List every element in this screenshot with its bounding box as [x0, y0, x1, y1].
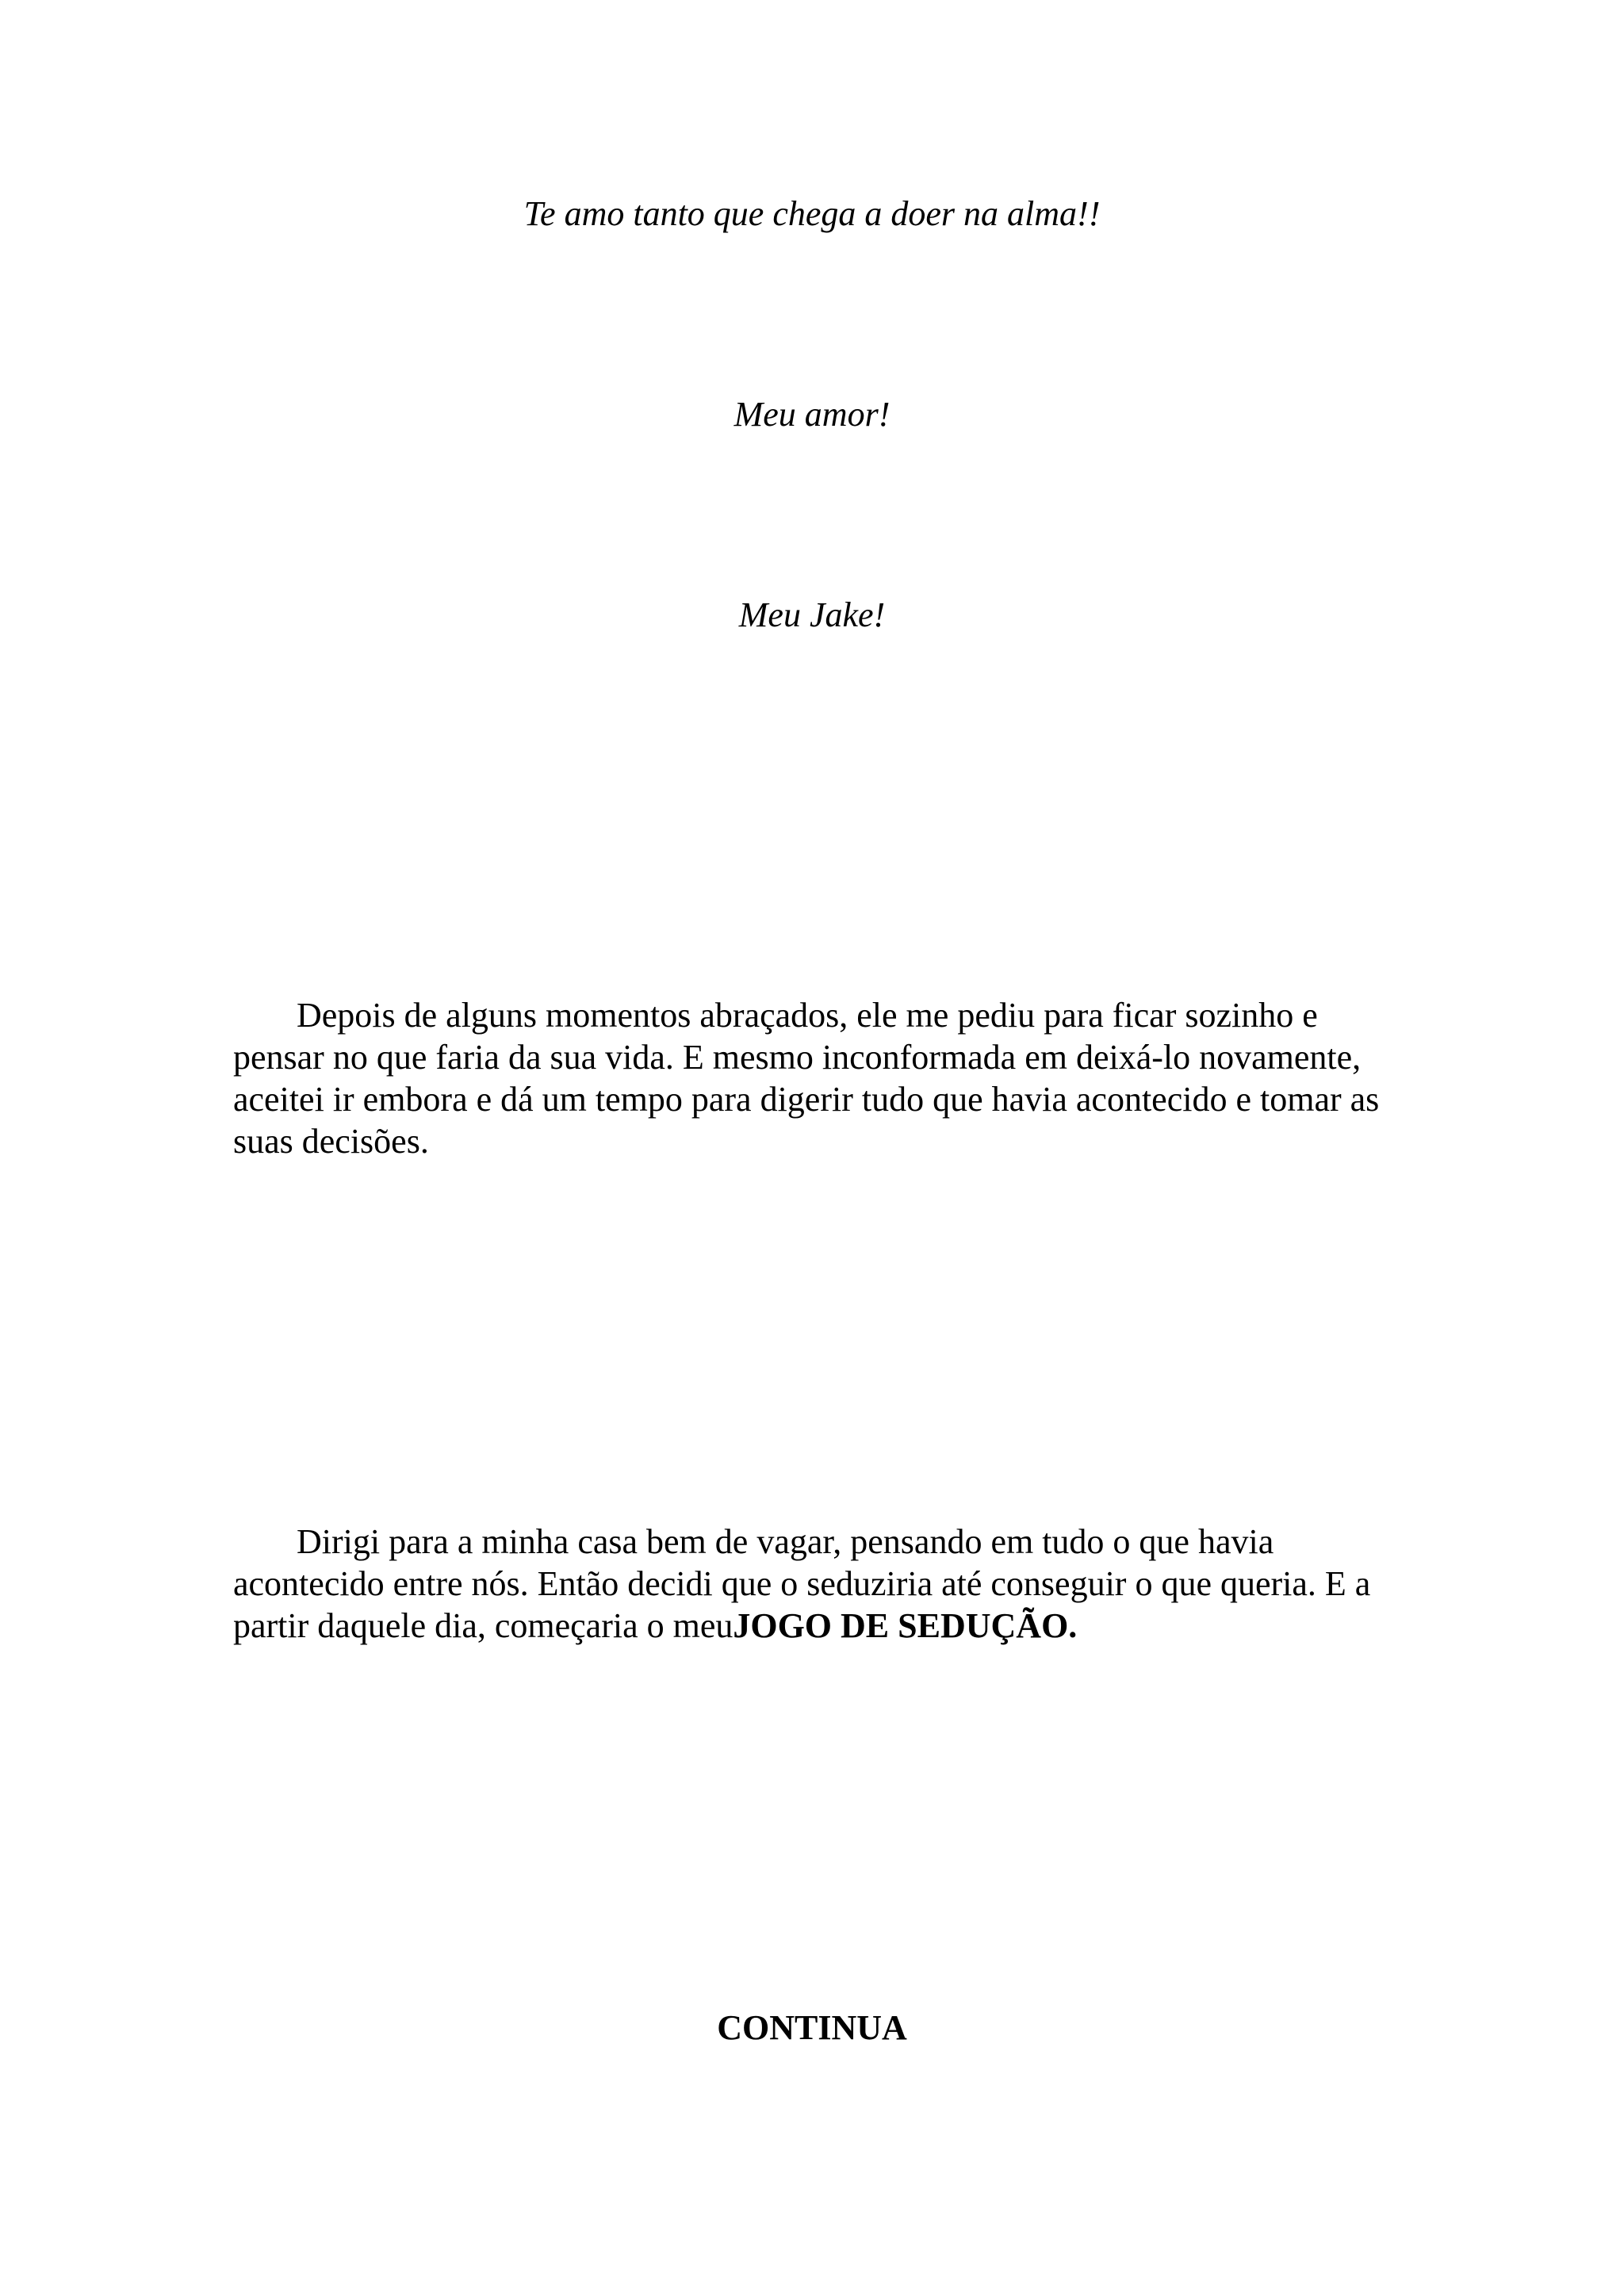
paragraph-dirigi	[233, 1521, 1399, 1647]
paragraph-depois-text: Depois de alguns momentos abraçados, ele me pediu para ficar sozinho e pensar no que faria da sua vida. E mesmo inconformada em deixá-lo novamente, aceitei ir embora e dá um tempo para digerir tudo que havia acontecido e tomar as suas decisões.	[233, 996, 1380, 1161]
italic-line-meu-amor: Meu amor!	[733, 395, 891, 434]
paragraph-depois	[233, 994, 1399, 1162]
paragraph-dirigi-text	[233, 1521, 1399, 1647]
paragraph-dirigi-bold: JOGO DE SEDUÇÃO.	[733, 1606, 1078, 1645]
italic-line-te-amo: Te amo tanto que chega a doer na alma!!	[523, 194, 1101, 233]
paragraph-dirigi-body: Dirigi para a minha casa bem de vagar, pensando em tudo o que havia acontecido entre nós. Então decidi que o seduziria até conseguir o que queria. E a partir daquele dia, começaria o meu	[233, 1522, 1371, 1645]
continua-label: CONTINUA	[717, 2008, 907, 2047]
italic-line-meu-jake: Meu Jake!	[738, 595, 886, 634]
